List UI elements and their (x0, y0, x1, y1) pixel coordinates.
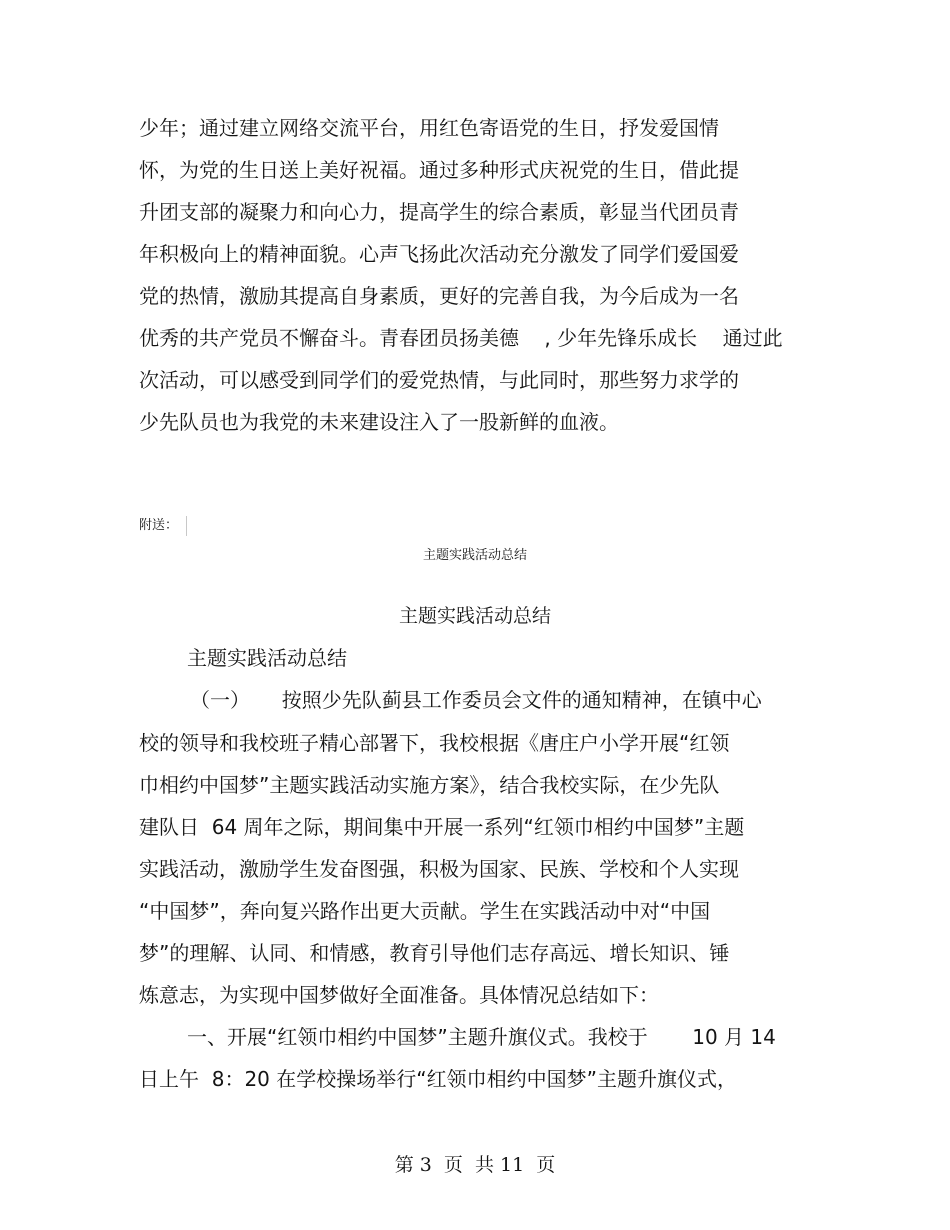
paragraph-line: 年积极向上的精神面貌。心声飞扬此次活动充分激发了同学们爱国爱 (139, 242, 739, 266)
paragraph-line: 少年；通过建立网络交流平台，用红色寄语党的生日，抒发爱国情 (139, 116, 719, 140)
paragraph-line: 建队日 64 周年之际，期间集中开展一系列“红领巾相约中国梦”主题 (139, 815, 745, 839)
attachment-label: 附送： (139, 518, 179, 533)
small-title: 主题实践活动总结 (422, 548, 527, 563)
paragraph-line: 少先队员也为我党的未来建设注入了一股新鲜的血液。 (139, 410, 619, 434)
paragraph-line: 党的热情，激励其提高自身素质，更好的完善自我，为今后成为一名 (139, 284, 739, 308)
paragraph-line: 梦”的理解、认同、和情感，教育引导他们志存高远、增长知识、锤 (139, 941, 730, 965)
paragraph-line: 优秀的共产党员不懈奋斗。青春团员扬美德 , 少年先锋乐成长 通过此 (139, 326, 783, 350)
paragraph-line: （一） 按照少先队蓟县工作委员会文件的通知精神，在镇中心 (190, 688, 762, 712)
paragraph-line: 次活动，可以感受到同学们的爱党热情，与此同时，那些努力求学的 (139, 368, 739, 392)
paragraph-line: 一、开展“红领巾相约中国梦”主题升旗仪式。我校于 10 月 14 (187, 1025, 776, 1049)
paragraph-line: 实践活动，激励学生发奋图强，积极为国家、民族、学校和个人实现 (139, 857, 739, 881)
paragraph-line: “中国梦”，奔向复兴路作出更大贡献。学生在实践活动中对“中国 (139, 899, 711, 923)
paragraph-line: 怀，为党的生日送上美好祝福。通过多种形式庆祝党的生日，借此提 (139, 158, 739, 182)
paragraph-line: 巾相约中国梦”主题实践活动实施方案》，结合我校实际，在少先队 (139, 773, 720, 797)
paragraph-line: 炼意志，为实现中国梦做好全面准备。具体情况总结如下： (139, 983, 659, 1007)
paragraph-line: 校的领导和我校班子精心部署下，我校根据《唐庄户小学开展“红领 (139, 731, 730, 755)
page-number: 第 3 页 共 11 页 (394, 1154, 556, 1176)
divider (186, 516, 187, 536)
paragraph-line: 升团支部的凝聚力和向心力，提高学生的综合素质，彰显当代团员青 (139, 200, 739, 224)
page-title: 主题实践活动总结 (398, 605, 551, 627)
subtitle: 主题实践活动总结 (187, 646, 347, 670)
paragraph-line: 日上午 8：20 在学校操场举行“红领巾相约中国梦”主题升旗仪式， (139, 1067, 737, 1091)
